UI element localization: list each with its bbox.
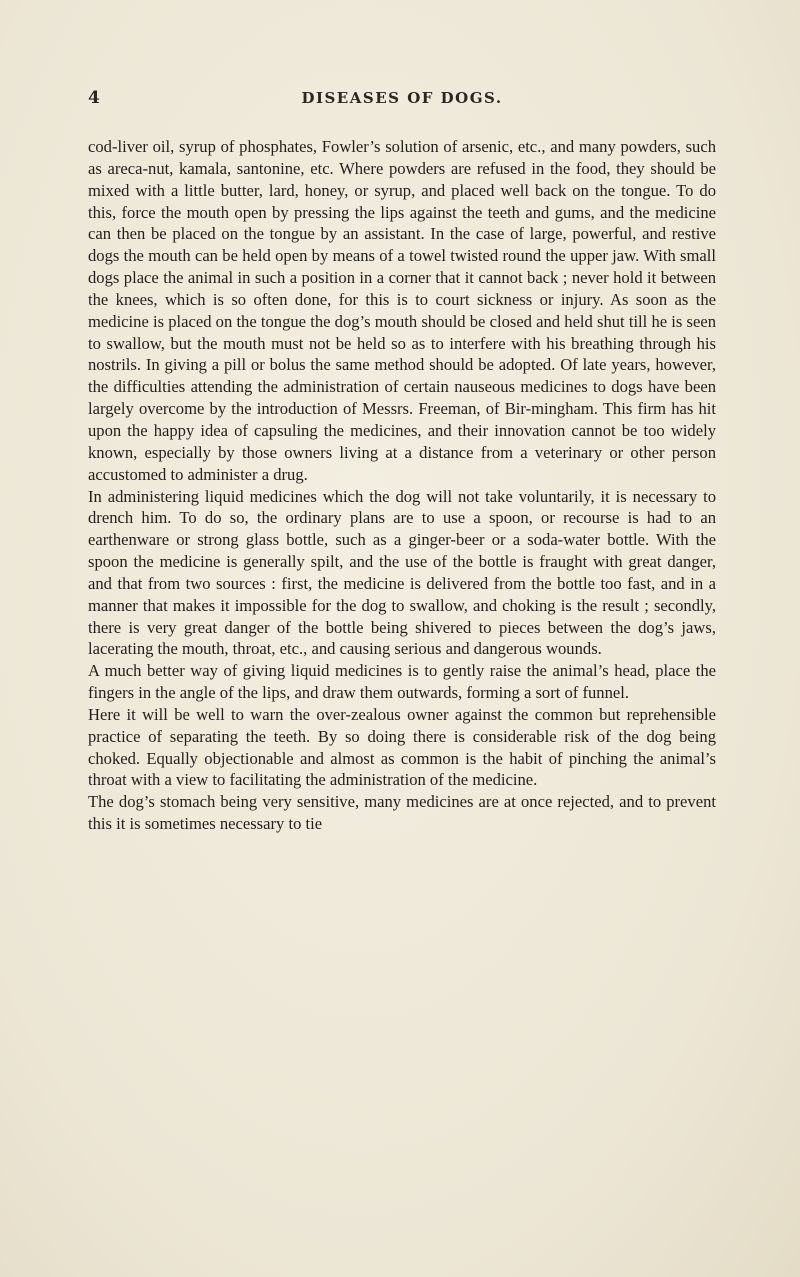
paragraph: A much better way of giving liquid medicines is to gently raise the animal’s head, place the fingers in the angle of the lips, and draw them outwards, forming a sort of funnel. [88,661,716,703]
paragraph: cod-liver oil, syrup of phosphates, Fowler’s solution of arsenic, etc., and many powders, such as areca-nut, kamala, santonine, etc. Where powders are refused in the food, they should be mixed with a little butter, lard, honey, or syrup, and placed well back on the tongue. To do this, force the mouth open by pressing the lips against the teeth and gums, and the medicine can then be placed on the tongue by an assistant. In the case of large, powerful, and restive dogs the mouth can be held open by means of a towel twisted round the upper jaw. With small dogs place the animal in such a position in a corner that it cannot back ; never hold it between the knees, which is so often done, for this is to court sickness or injury. As soon as the medicine is placed on the tongue the dog’s mouth should be closed and held shut till he is seen to swallow, but the mouth must not be held so as to interfere with his breathing through his nostrils. In giving a pill or bolus the same method should be adopted. Of late years, however, the difficulties attending the administration of certain nauseous medicines to dogs have been largely overcome by the introduction of Messrs. Freeman, of Bir-mingham. This firm has hit upon the happy idea of capsuling the medicines, and their innovation cannot be too widely known, especially by those owners living at a distance from a veterinary or other person accustomed to administer a drug. [88,137,716,484]
running-head: DISEASES OF DOGS. [301,89,503,107]
paragraph: In administering liquid medicines which the dog will not take voluntarily, it is necessary to drench him. To do so, the ordinary plans are to use a spoon, or recourse is had to an earthenware or strong glass bottle, such as a ginger-beer or a soda-water bottle. With the spoon the medicine is generally spilt, and the use of the bottle is fraught with great danger, and that from two sources : first, the medicine is delivered from the bottle too fast, and in a manner that makes it impossible for the dog to swallow, and choking is the result ; secondly, there is very great danger of the bottle being shivered to pieces between the dog’s jaws, lacerating the mouth, throat, etc., and causing serious and dangerous wounds. [88,486,716,659]
page-header [88,88,716,112]
body-text [88,136,716,835]
page-number: 4 [88,88,100,108]
paragraph: Here it will be well to warn the over-zealous owner against the common but reprehensible practice of separating the teeth. By so doing there is considerable risk of the dog being choked. Equally objectionable and almost as common is the habit of pinching the animal’s throat with a view to facilitating the administration of the medicine. [88,704,716,790]
paragraph: The dog’s stomach being very sensitive, many medicines are at once rejected, and to prevent this it is sometimes necessary to tie [88,792,716,834]
